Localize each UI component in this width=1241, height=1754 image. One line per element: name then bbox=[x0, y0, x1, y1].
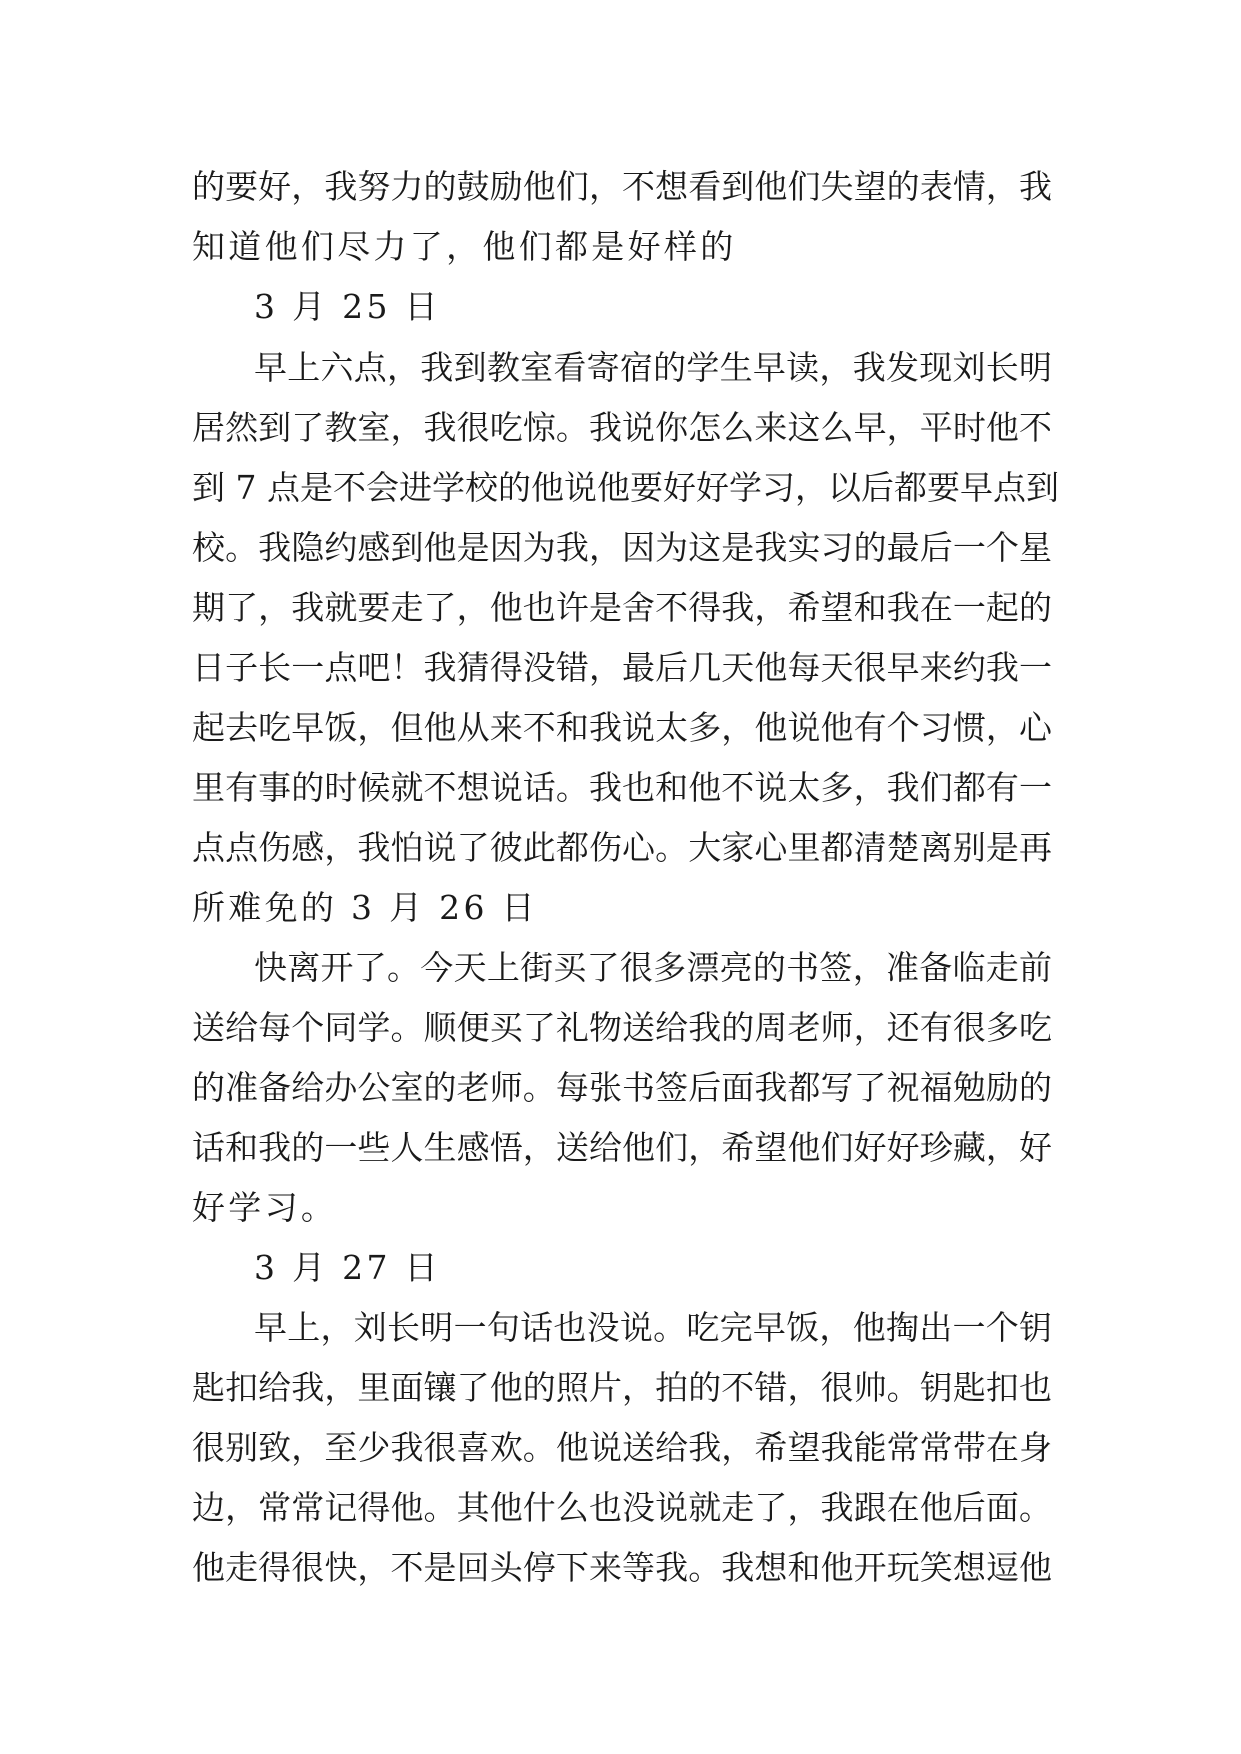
text-line: 居然到了教室，我很吃惊。我说你怎么来这么早，平时他不 bbox=[192, 408, 1052, 447]
text-line: 好学习。 bbox=[192, 1188, 338, 1227]
text-line: 的准备给办公室的老师。每张书签后面我都写了祝福勉励的 bbox=[192, 1068, 1052, 1107]
text-line: 日子长一点吧！我猜得没错，最后几天他每天很早来约我一 bbox=[192, 648, 1052, 687]
text-line: 点点伤感，我怕说了彼此都伤心。大家心里都清楚离别是再 bbox=[192, 828, 1052, 867]
text-line: 所难免的 3 月 26 日 bbox=[192, 888, 538, 927]
text-line: 很别致，至少我很喜欢。他说送给我，希望我能常常带在身 bbox=[192, 1428, 1052, 1467]
text-line: 送给每个同学。顺便买了礼物送给我的周老师，还有很多吃 bbox=[192, 1008, 1052, 1047]
text-line: 的要好，我努力的鼓励他们，不想看到他们失望的表情，我 bbox=[192, 167, 1052, 206]
text-line: 里有事的时候就不想说话。我也和他不说太多，我们都有一 bbox=[192, 768, 1052, 807]
text-line: 他走得很快，不是回头停下来等我。我想和他开玩笑想逗他 bbox=[192, 1548, 1052, 1587]
text-line: 期了，我就要走了，他也许是舍不得我，希望和我在一起的 bbox=[192, 588, 1052, 627]
date-heading: 3 月 27 日 bbox=[254, 1248, 441, 1287]
text-line: 边，常常记得他。其他什么也没说就走了，我跟在他后面。 bbox=[192, 1488, 1052, 1527]
text-line: 到 7 点是不会进学校的他说他要好好学习，以后都要早点到 bbox=[192, 468, 1059, 507]
text-line: 知道他们尽力了，他们都是好样的 bbox=[192, 227, 737, 266]
paragraph-first-line: 早上，刘长明一句话也没说。吃完早饭，他掏出一个钥 bbox=[254, 1308, 1052, 1347]
text-line: 话和我的一些人生感悟，送给他们，希望他们好好珍藏，好 bbox=[192, 1128, 1052, 1167]
text-line: 起去吃早饭，但他从来不和我说太多，他说他有个习惯，心 bbox=[192, 708, 1052, 747]
text-line: 匙扣给我，里面镶了他的照片，拍的不错，很帅。钥匙扣也 bbox=[192, 1368, 1052, 1407]
paragraph-first-line: 早上六点，我到教室看寄宿的学生早读，我发现刘长明 bbox=[254, 348, 1052, 387]
paragraph-first-line: 快离开了。今天上街买了很多漂亮的书签，准备临走前 bbox=[254, 948, 1052, 987]
text-line: 校。我隐约感到他是因为我，因为这是我实习的最后一个星 bbox=[192, 528, 1052, 567]
date-heading: 3 月 25 日 bbox=[254, 287, 441, 326]
